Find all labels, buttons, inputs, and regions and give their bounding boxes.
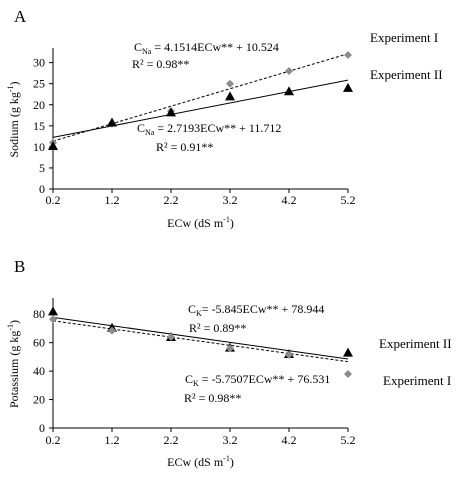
data-point-triangle xyxy=(225,91,235,100)
x-tick-label: 4.2 xyxy=(281,433,297,447)
data-point-triangle xyxy=(343,348,353,357)
x-axis-label: ECw (dS $m^{-1}$) xyxy=(167,215,234,230)
y-tick-label: 0 xyxy=(39,182,45,196)
x-tick-label: 5.2 xyxy=(340,433,356,447)
y-tick-label: 60 xyxy=(33,335,45,350)
r-squared: R² = 0.89** xyxy=(189,321,247,335)
series-label: Experiment I xyxy=(370,30,439,45)
y-tick-label: 10 xyxy=(33,139,45,154)
x-tick-label: 5.2 xyxy=(340,193,356,207)
y-tick-label: 15 xyxy=(33,118,45,133)
x-tick-label: 4.2 xyxy=(281,193,297,207)
regression-equation: $C_{Na} = 2.7193ECw** + 11.712$ xyxy=(137,121,282,137)
panel-label: A xyxy=(14,7,27,26)
y-tick-label: 5 xyxy=(39,160,45,175)
x-tick-label: 0.2 xyxy=(45,193,61,207)
y-tick-label: 40 xyxy=(33,364,45,379)
data-point-triangle xyxy=(107,117,117,126)
x-tick-label: 2.2 xyxy=(163,193,179,207)
x-tick-label: 1.2 xyxy=(104,193,120,207)
data-point-triangle xyxy=(343,83,353,92)
x-tick-label: 3.2 xyxy=(222,193,238,207)
series-label: Experiment I xyxy=(383,373,452,388)
chart-panel-b xyxy=(6,257,452,469)
x-tick-label: 1.2 xyxy=(104,433,120,447)
chart-panel-a xyxy=(6,7,443,230)
data-point-diamond xyxy=(344,51,352,59)
data-point-triangle xyxy=(166,107,176,116)
r-squared: R² = 0.98** xyxy=(132,57,190,71)
series-label: Experiment II xyxy=(370,67,443,82)
y-tick-label: 20 xyxy=(33,392,45,407)
regression-equation: $C_K = -5.7507ECw** + 76.531$ xyxy=(185,372,331,388)
y-axis-label: Sodium (g $kg^{-1}$) xyxy=(6,81,21,158)
regression-equation: $C_K= -5.845ECw** + 78.944$ xyxy=(188,302,325,318)
y-axis-label: Potassium (g $kg^{-1}$) xyxy=(6,319,21,409)
regression-equation: $C_{Na} = 4.1514ECw** + 10.524$ xyxy=(134,40,279,56)
x-axis-label: ECw (dS $m^{-1}$) xyxy=(167,454,234,469)
y-tick-label: 0 xyxy=(39,421,45,435)
y-tick-label: 20 xyxy=(33,97,45,112)
y-tick-label: 30 xyxy=(33,55,45,70)
x-tick-label: 0.2 xyxy=(45,433,61,447)
x-tick-label: 3.2 xyxy=(222,433,238,447)
x-tick-label: 2.2 xyxy=(163,433,179,447)
y-tick-label: 25 xyxy=(33,76,45,91)
data-point-triangle xyxy=(48,306,58,315)
panel-label: B xyxy=(14,257,26,276)
data-point-diamond xyxy=(49,315,57,323)
data-point-diamond xyxy=(285,67,293,75)
r-squared: R² = 0.98** xyxy=(184,391,242,405)
y-tick-label: 80 xyxy=(33,307,45,322)
data-point-diamond xyxy=(344,370,352,378)
r-squared: R² = 0.91** xyxy=(156,140,214,154)
series-label: Experiment II xyxy=(379,336,452,351)
data-point-diamond xyxy=(226,80,234,88)
